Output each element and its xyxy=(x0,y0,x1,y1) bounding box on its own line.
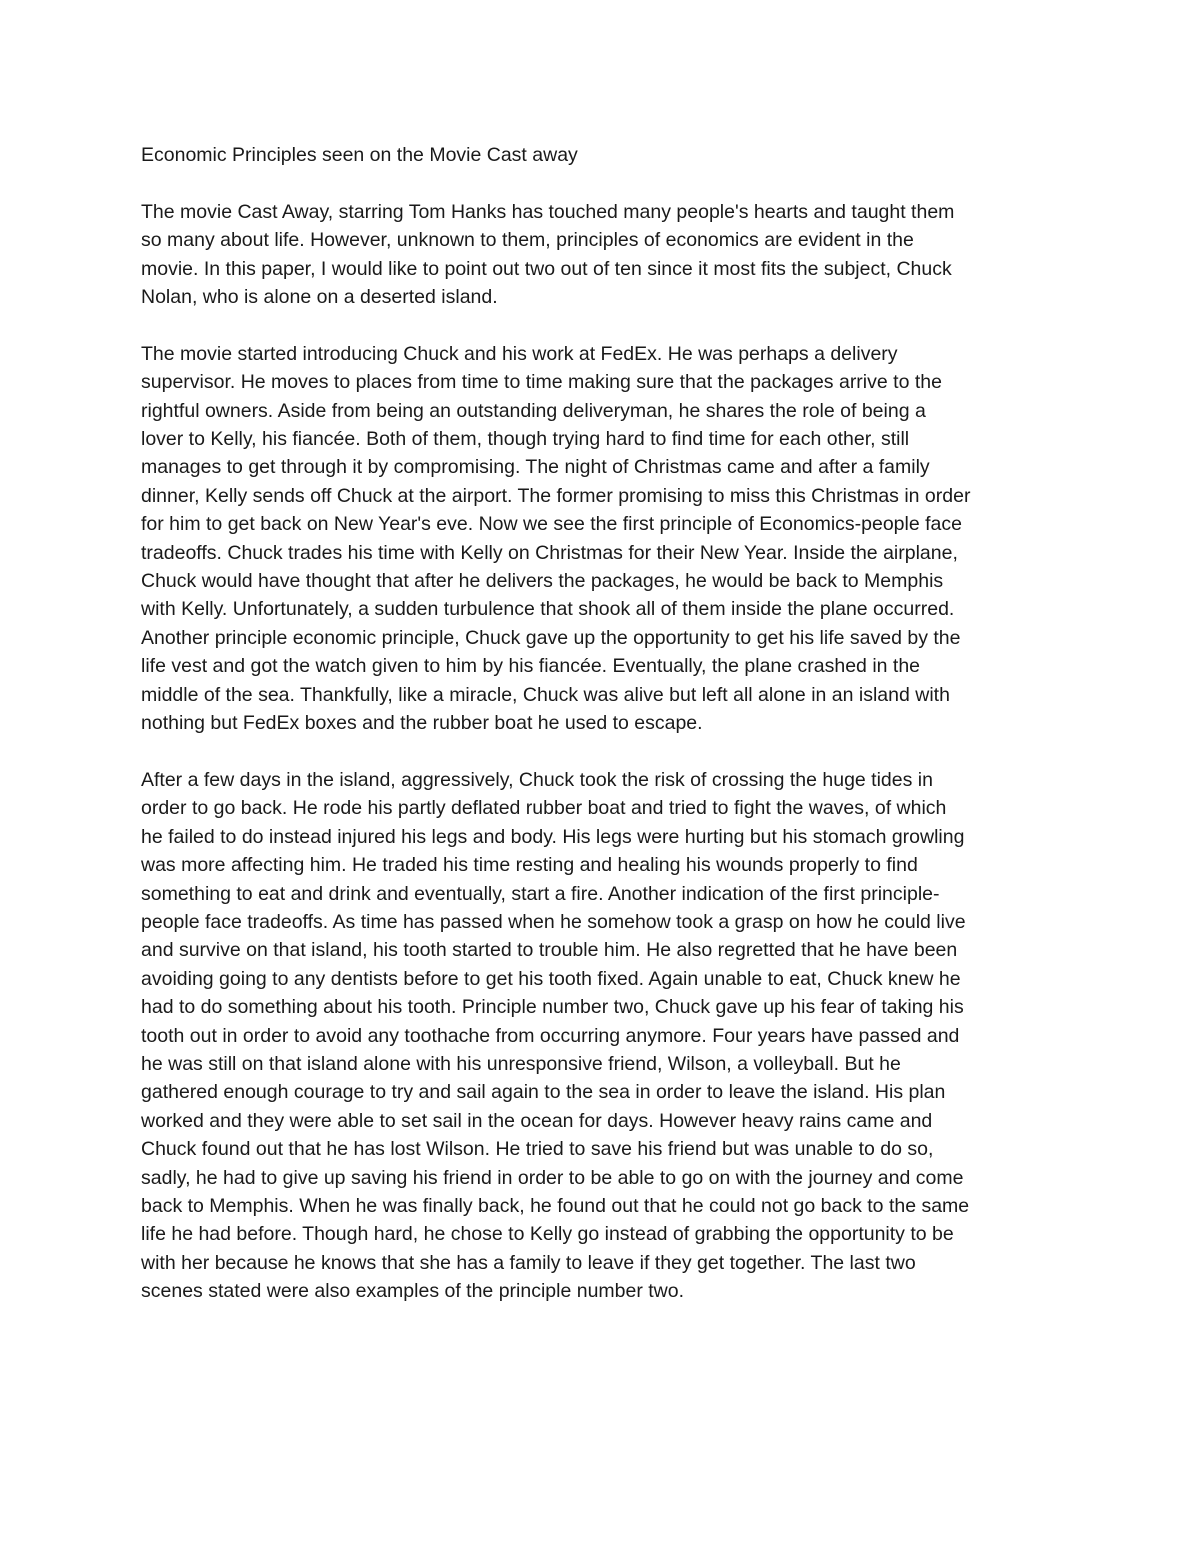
paragraph-first-principle: The movie started introducing Chuck and his work at FedEx. He was perhaps a delivery supervisor. He moves to places from time to time making sure that the packages arrive to the rightful owners. Aside from being an outstanding deliveryman, he shares the role of being a lover to Kelly, his fiancée. Both of them, though trying hard to find time for each other, still manages to get through it by compromising. The night of Christmas came and after a family dinner, Kelly sends off Chuck at the airport. The former promising to miss this Christmas in order for him to get back on New Year's eve. Now we see the first principle of Economics-people face tradeoffs. Chuck trades his time with Kelly on Christmas for their New Year. Inside the airplane, Chuck would have thought that after he delivers the packages, he would be back to Memphis with Kelly. Unfortunately, a sudden turbulence that shook all of them inside the plane occurred. Another principle economic principle, Chuck gave up the opportunity to get his life saved by the life vest and got the watch given to him by his fiancée. Eventually, the plane crashed in the middle of the sea. Thankfully, like a miracle, Chuck was alive but left all alone in an island with nothing but FedEx boxes and the rubber boat he used to escape. xyxy=(141,342,971,735)
paragraph-intro: The movie Cast Away, starring Tom Hanks has touched many people's hearts and taught them so many about life. However, unknown to them, principles of economics are evident in the movie. In this paper, I would like to point out two out of ten since it most fits the subject, Chuck Nolan, who is alone on a deserted island. xyxy=(141,200,955,309)
document-body xyxy=(141,141,1066,1334)
paragraph-island: After a few days in the island, aggressively, Chuck took the risk of crossing the huge tides in order to go back. He rode his partly deflated rubber boat and tried to fight the waves, of which he failed to do instead injured his legs and body. His legs were hurting but his stomach growling was more affecting him. He traded his time resting and healing his wounds properly to find something to eat and drink and eventually, start a fire. Another indication of the first principle- people face tradeoffs. As time has passed when he somehow took a grasp on how he could live and survive on that island, his tooth started to trouble him. He also regretted that he have been avoiding going to any dentists before to get his tooth fixed. Again unable to eat, Chuck knew he had to do something about his tooth. Principle number two, Chuck gave up his fear of taking his tooth out in order to avoid any toothache from occurring anymore. Four years have passed and he was still on that island alone with his unresponsive friend, Wilson, a volleyball. But he gathered enough courage to try and sail again to the sea in order to leave the island. His plan worked and they were able to set sail in the ocean for days. However heavy rains came and Chuck found out that he has lost Wilson. He tried to save his friend but was unable to do so, sadly, he had to give up saving his friend in order to be able to go on with the journey and come back to Memphis. When he was finally back, he found out that he could not go back to the same life he had before. Though hard, he chose to Kelly go instead of grabbing the opportunity to be with her because he knows that she has a family to leave if they get together. The last two scenes stated were also examples of the principle number two. xyxy=(141,768,970,1303)
document-title: Economic Principles seen on the Movie Cast away xyxy=(141,144,578,166)
